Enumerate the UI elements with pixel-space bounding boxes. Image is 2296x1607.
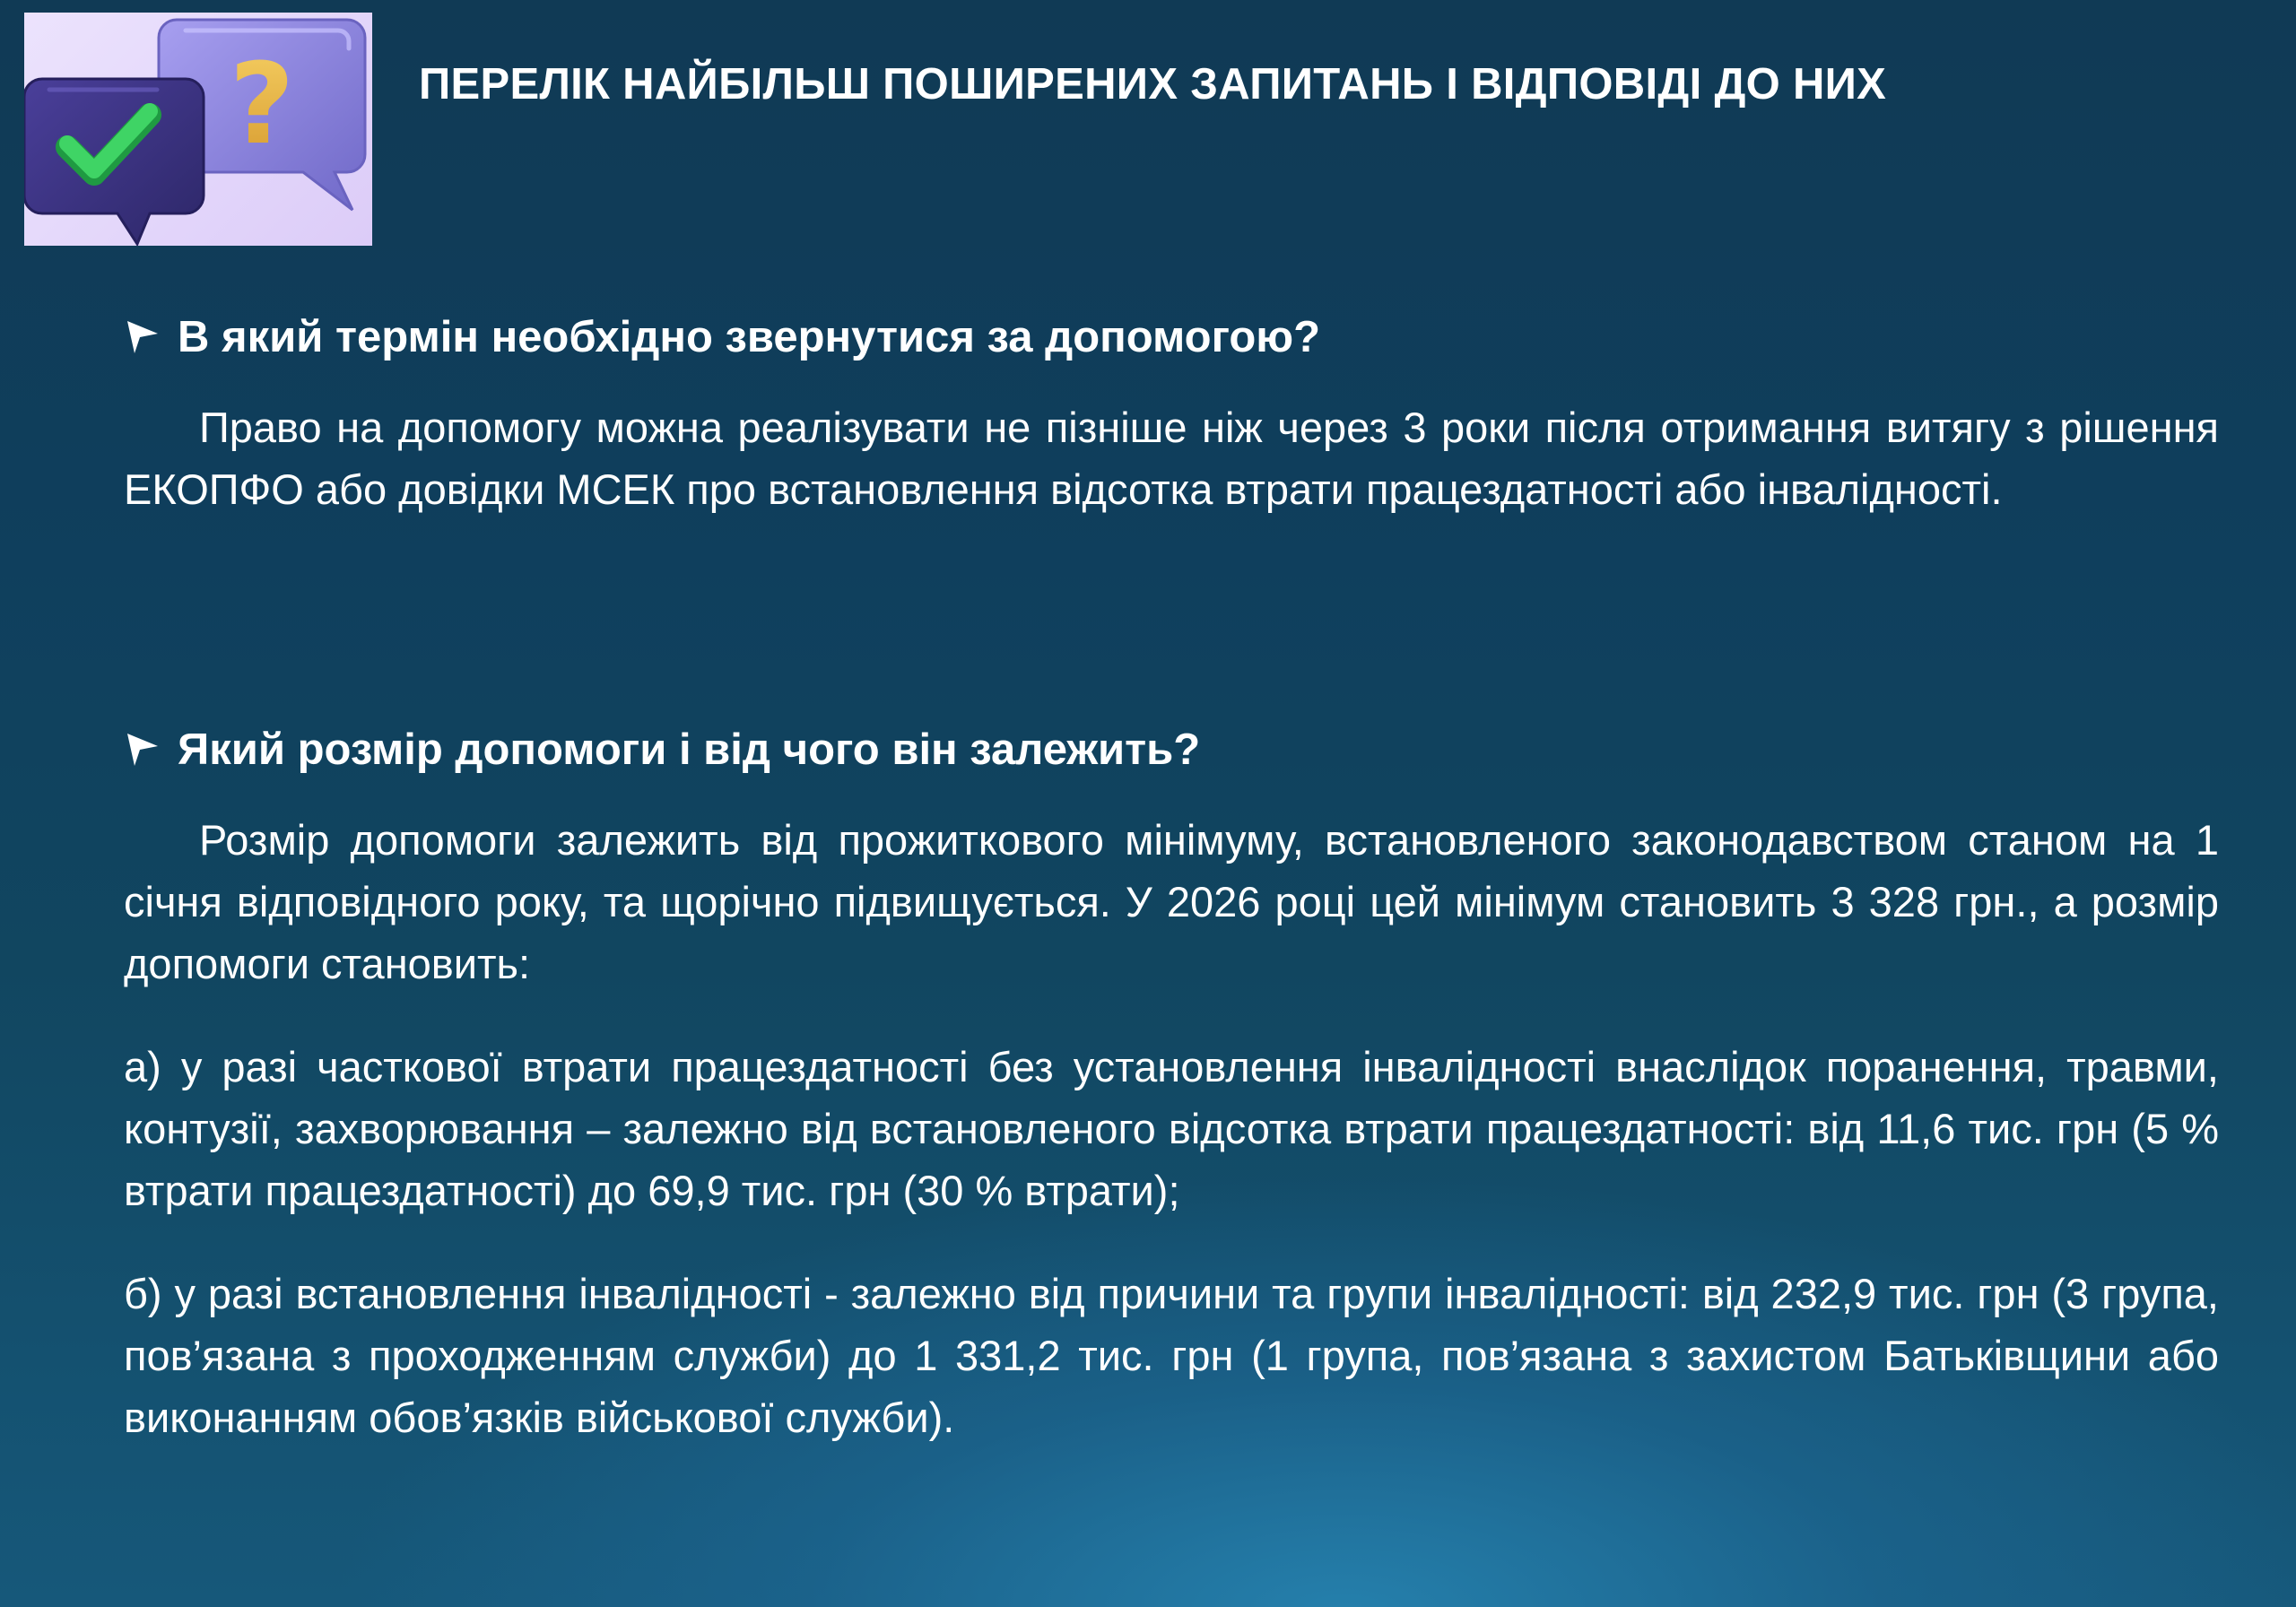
arrowhead-bullet-icon xyxy=(124,317,161,355)
chat-bubbles-check-question-icon xyxy=(24,13,372,246)
faq-question-1-text: В який термін необхідно звернутися за допомогою? xyxy=(178,313,1321,361)
faq-answer-2-item-a: а) у разі часткової втрати працездатності без установлення інвалідності внаслідок поранення, травми, контузії, захворювання – залежно від встановленого відсотка втрати працездатності: від 11,6 тис. грн (5 % втрати працездатності) до 69,9 тис. грн (30 % втрати); xyxy=(124,1043,2219,1214)
faq-answer-2: Розмір допомоги залежить від прожиткового мінімуму, встановленого законодавством станом на 1 січня відповідного року, та щорічно підвищується. У 2026 році цей мінімум становить 3 328 грн., а розмір допомоги становить: xyxy=(124,816,2219,987)
faq-question-1 xyxy=(124,310,2219,364)
faq-logo-image xyxy=(24,13,372,246)
faq-item-2 xyxy=(124,723,2219,1448)
svg-text:?: ? xyxy=(229,39,295,169)
faq-question-2-text: Який розмір допомоги і від чого він залежить? xyxy=(178,725,1201,774)
arrowhead-bullet-icon xyxy=(124,730,161,768)
faq-question-2 xyxy=(124,723,2219,777)
faq-item-1 xyxy=(124,310,2219,520)
faq-answer-2-item-b: б) у разі встановлення інвалідності - залежно від причини та групи інвалідності: від 232,9 тис. грн (3 група, пов’язана з проходженням служби) до 1 331,2 тис. грн (1 група, пов’язана з захистом Батьківщини або виконанням обов’язків військової служби). xyxy=(124,1270,2219,1441)
page-title: ПЕРЕЛІК НАЙБІЛЬШ ПОШИРЕНИХ ЗАПИТАНЬ І ВІДПОВІДІ ДО НИХ xyxy=(419,60,1887,109)
faq-answer-1: Право на допомогу можна реалізувати не пізніше ніж через 3 роки після отримання витягу з рішення ЕКОПФО або довідки МСЕК про встановлення відсотка втрати працездатності або інвалідності. xyxy=(124,404,2219,513)
